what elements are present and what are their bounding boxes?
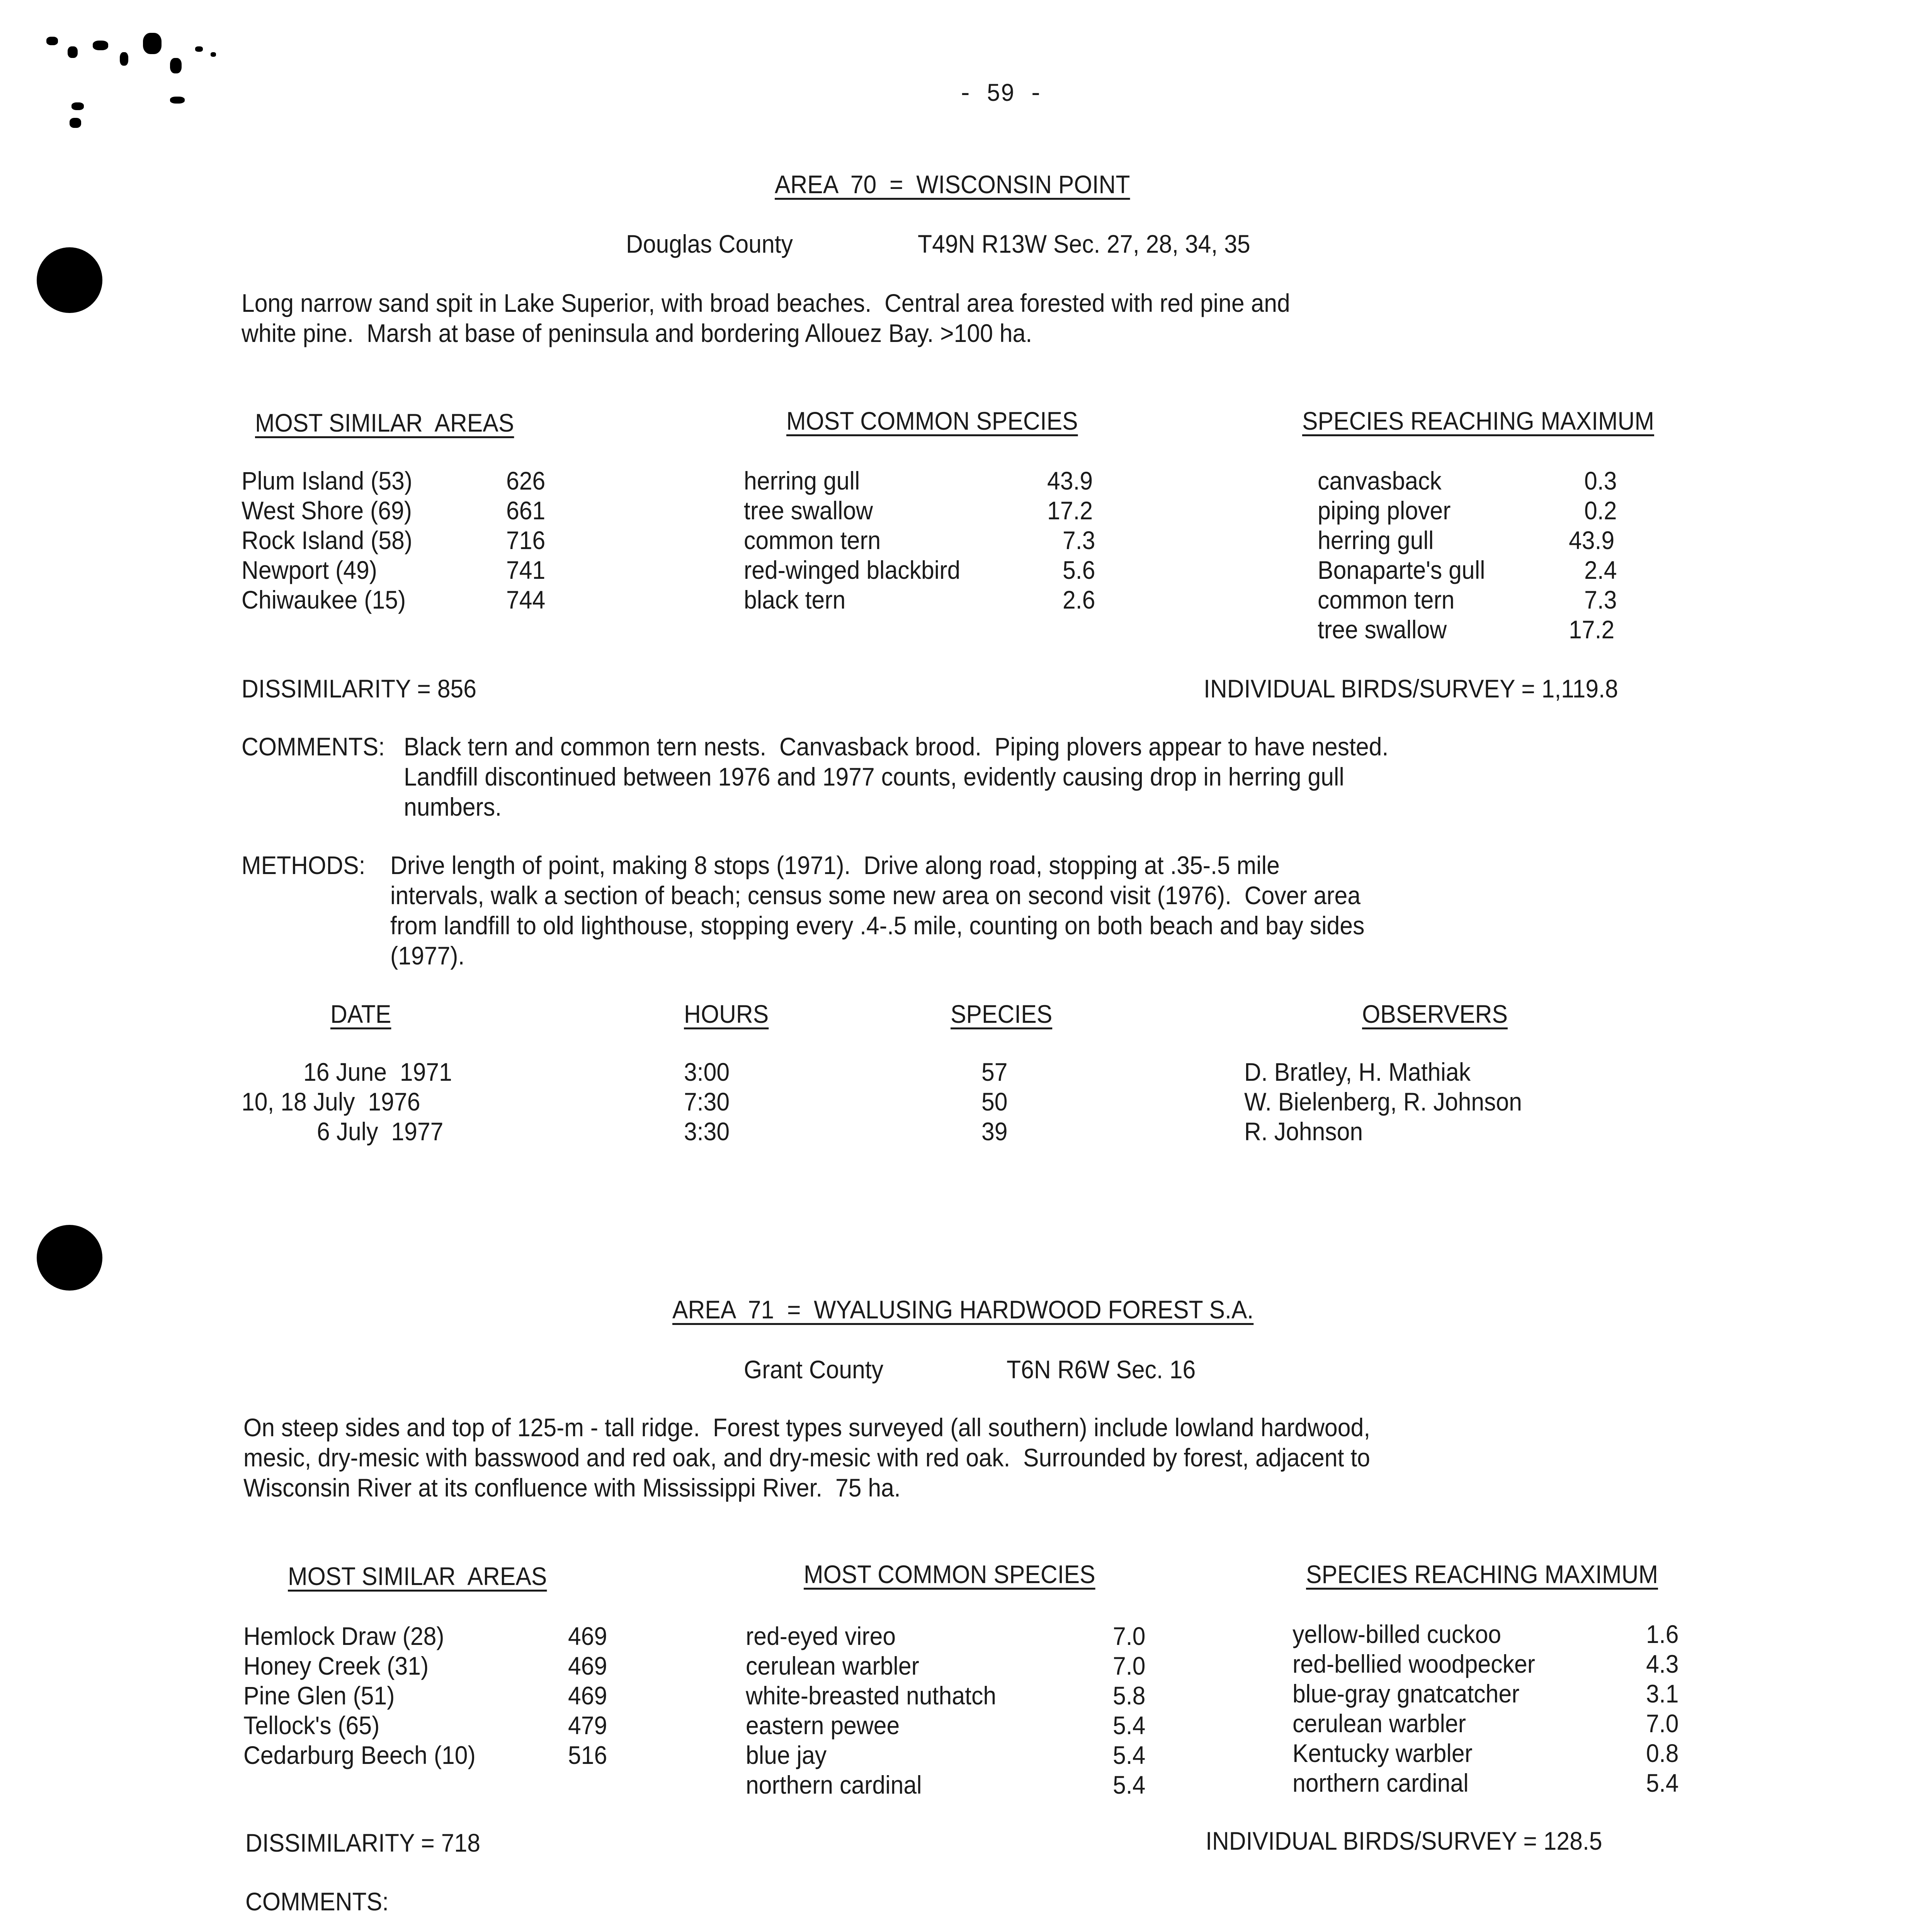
max-species-value: 0.2 [1584,496,1617,525]
similar-area-value: 626 [506,466,546,495]
common-species-value: 5.4 [1113,1741,1146,1769]
max-species-value: 7.0 [1646,1709,1679,1738]
similar-area-value: 469 [568,1681,607,1710]
max-species-name: tree swallow [1318,615,1447,644]
max-species-name: Bonaparte's gull [1318,556,1485,584]
max-species-name: herring gull [1318,526,1434,554]
common-species-value: 7.0 [1113,1622,1146,1650]
area-71-title: AREA 71 = WYALUSING HARDWOOD FOREST S.A. [672,1295,1254,1324]
common-species-name: eastern pewee [746,1711,900,1740]
max-species-value: 7.3 [1584,585,1617,614]
survey-species: 57 [981,1058,1008,1086]
max-species-value: 0.8 [1646,1739,1679,1767]
max-species-value: 1.6 [1646,1620,1679,1648]
similar-area-value: 469 [568,1622,607,1650]
max-species-name: yellow-billed cuckoo [1293,1620,1501,1648]
similar-area-name: Pine Glen (51) [243,1681,395,1710]
max-species-name: red-bellied woodpecker [1293,1650,1535,1678]
methods-line: from landfill to old lighthouse, stopping every .4-.5 mile, counting on both beach and bay sides [390,911,1365,940]
max-species-name: canvasback [1318,466,1442,495]
methods-line: intervals, walk a section of beach; census some new area on second visit (1976). Cover area [390,881,1361,910]
survey-observers-header: OBSERVERS [1362,1000,1508,1028]
area-70-comments-label: COMMENTS: [242,732,385,761]
speck [68,46,78,58]
description-line: white pine. Marsh at base of peninsula and bordering Allouez Bay. >100 ha. [242,319,1032,347]
max-species-name: northern cardinal [1293,1769,1469,1797]
similar-area-name: West Shore (69) [242,496,412,525]
survey-observers: W. Bielenberg, R. Johnson [1244,1087,1522,1116]
similar-area-value: 741 [506,556,546,584]
similar-area-value: 469 [568,1651,607,1680]
area-70-county: Douglas County [626,230,793,258]
area-70-title: AREA 70 = WISCONSIN POINT [775,170,1130,199]
punch-hole-middle [37,1225,102,1291]
speck [170,97,185,104]
common-species-value: 2.6 [1063,585,1095,614]
area-70-common-header: MOST COMMON SPECIES [786,406,1078,435]
similar-area-value: 661 [506,496,546,525]
speck [71,102,84,110]
area-71-county: Grant County [744,1355,884,1384]
common-species-name: tree swallow [744,496,873,525]
survey-observers: D. Bratley, H. Mathiak [1244,1058,1471,1086]
similar-area-name: Tellock's (65) [243,1711,380,1740]
similar-area-value: 744 [506,585,546,614]
similar-area-value: 479 [568,1711,607,1740]
survey-date: 16 June 1971 [303,1058,452,1086]
punch-hole-top [37,247,102,313]
description-line: Wisconsin River at its confluence with Mississippi River. 75 ha. [243,1473,901,1502]
area-71-maximum-header: SPECIES REACHING MAXIMUM [1306,1560,1658,1588]
methods-line: (1977). [390,941,465,970]
area-71-dissimilarity: DISSIMILARITY = 718 [245,1828,481,1857]
common-species-name: white-breasted nuthatch [746,1681,997,1710]
area-71-similar-header: MOST SIMILAR AREAS [288,1562,547,1590]
common-species-value: 5.4 [1113,1770,1146,1799]
area-70-location: T49N R13W Sec. 27, 28, 34, 35 [918,230,1250,258]
area-70-methods [390,850,1364,971]
comments-line: Black tern and common tern nests. Canvasback brood. Piping plovers appear to have nested. [404,732,1389,761]
speck [120,52,128,66]
similar-area-name: Chiwaukee (15) [242,585,406,614]
survey-observers: R. Johnson [1244,1117,1363,1146]
similar-area-name: Plum Island (53) [242,466,413,495]
similar-area-name: Newport (49) [242,556,377,584]
max-species-value: 0.3 [1584,466,1617,495]
area-71-common-header: MOST COMMON SPECIES [804,1560,1095,1588]
area-70-similar-header: MOST SIMILAR AREAS [255,408,514,437]
max-species-value: 17.2 [1569,615,1615,644]
survey-species: 39 [981,1117,1008,1146]
similar-area-name: Cedarburg Beech (10) [243,1741,476,1769]
common-species-value: 7.3 [1063,526,1095,554]
common-species-value: 5.4 [1113,1711,1146,1740]
survey-hours-header: HOURS [684,1000,769,1028]
area-71-description [243,1412,1370,1503]
similar-area-value: 516 [568,1741,607,1769]
area-71-birds-per-survey: INDIVIDUAL BIRDS/SURVEY = 128.5 [1206,1827,1602,1855]
common-species-value: 5.8 [1113,1681,1146,1710]
common-species-name: northern cardinal [746,1770,922,1799]
comments-line: Landfill discontinued between 1976 and 1977 counts, evidently causing drop in herring gull [404,762,1344,791]
survey-hours: 3:30 [684,1117,730,1146]
speck [211,52,216,57]
common-species-value: 5.6 [1063,556,1095,584]
speck [170,58,182,73]
area-71-comments-label: COMMENTS: [245,1887,389,1916]
survey-species: 50 [981,1087,1008,1116]
common-species-name: black tern [744,585,846,614]
survey-date: 6 July 1977 [317,1117,444,1146]
common-species-name: red-winged blackbird [744,556,961,584]
survey-hours: 3:00 [684,1058,730,1086]
speck [195,46,203,52]
max-species-name: cerulean warbler [1293,1709,1466,1738]
similar-area-name: Rock Island (58) [242,526,413,554]
area-70-dissimilarity: DISSIMILARITY = 856 [242,674,477,703]
max-species-name: common tern [1318,585,1455,614]
common-species-value: 17.2 [1047,496,1093,525]
area-70-maximum-header: SPECIES REACHING MAXIMUM [1302,406,1654,435]
common-species-value: 7.0 [1113,1651,1146,1680]
max-species-value: 2.4 [1584,556,1617,584]
similar-area-name: Honey Creek (31) [243,1651,429,1680]
area-70-methods-label: METHODS: [242,851,366,879]
common-species-value: 43.9 [1047,466,1093,495]
speck [93,41,108,50]
common-species-name: blue jay [746,1741,827,1769]
area-71-location: T6N R6W Sec. 16 [1007,1355,1196,1384]
description-line: mesic, dry-mesic with basswood and red oak, and dry-mesic with red oak. Surrounded by forest, adjacent to [243,1443,1370,1472]
area-70-description [242,288,1290,348]
survey-species-header: SPECIES [951,1000,1053,1028]
survey-hours: 7:30 [684,1087,730,1116]
max-species-value: 43.9 [1569,526,1615,554]
similar-area-name: Hemlock Draw (28) [243,1622,444,1650]
common-species-name: red-eyed vireo [746,1622,896,1650]
common-species-name: herring gull [744,466,860,495]
max-species-name: Kentucky warbler [1293,1739,1473,1767]
comments-line: numbers. [404,793,502,821]
speck [46,37,58,45]
similar-area-value: 716 [506,526,546,554]
speck [143,33,162,54]
description-line: On steep sides and top of 125-m - tall ridge. Forest types surveyed (all southern) include lowland hardwood, [243,1413,1371,1442]
max-species-name: blue-gray gnatcatcher [1293,1679,1520,1708]
common-species-name: common tern [744,526,881,554]
area-70-birds-per-survey: INDIVIDUAL BIRDS/SURVEY = 1,119.8 [1204,674,1618,703]
description-line: Long narrow sand spit in Lake Superior, with broad beaches. Central area forested with red pine and [242,289,1290,317]
max-species-value: 4.3 [1646,1650,1679,1678]
speck [70,118,81,128]
max-species-value: 5.4 [1646,1769,1679,1797]
max-species-value: 3.1 [1646,1679,1679,1708]
survey-date-header: DATE [330,1000,391,1028]
common-species-name: cerulean warbler [746,1651,919,1680]
area-70-comments [404,731,1388,822]
survey-date: 10, 18 July 1976 [242,1087,420,1116]
methods-line: Drive length of point, making 8 stops (1971). Drive along road, stopping at .35-.5 mile [390,851,1280,879]
page-number: - 59 - [958,80,1043,109]
max-species-name: piping plover [1318,496,1451,525]
